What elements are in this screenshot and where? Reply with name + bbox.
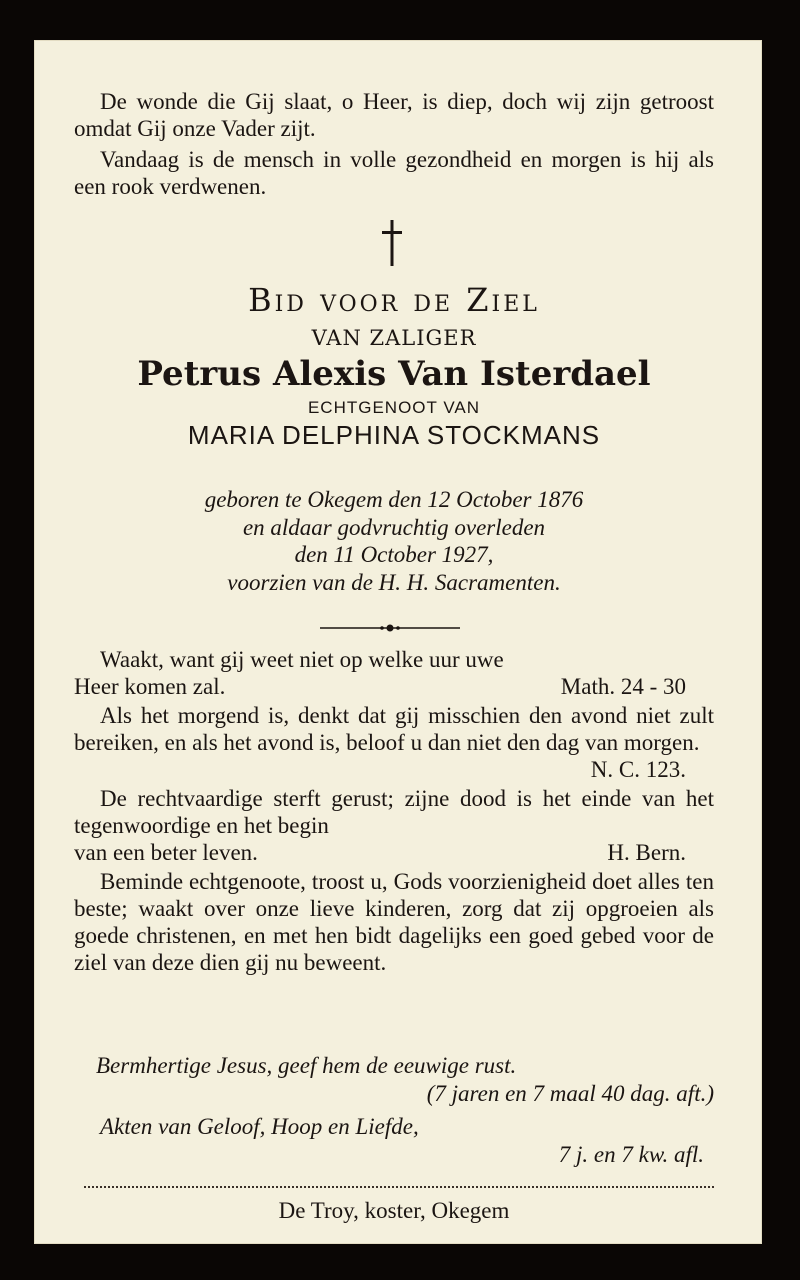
quote-3: De rechtvaardige sterft gerust; zijne dood is het einde van het tegenwoordige en het begin: [74, 786, 714, 838]
ornamental-divider: [320, 624, 460, 632]
deceased-name: Petrus Alexis Van Isterdael: [137, 354, 651, 394]
spouse-name: MARIA DELPHINA STOCKMANS: [187, 420, 601, 450]
bio-death-date: den 11 October 1927,: [294, 542, 494, 567]
footer-divider: [84, 1186, 714, 1188]
quote-1: Waakt, want gij weet niet op welke uur uwe: [100, 647, 504, 672]
indulgence-1: Bermhertige Jesus, geef hem de eeuwige rust.: [96, 1053, 517, 1078]
quote-1-end: Heer komen zal.: [74, 674, 226, 699]
verse-paragraph-1: De wonde die Gij slaat, o Heer, is diep, doch wij zijn getroost omdat Gij onze Vader zijt.: [74, 89, 714, 141]
spouse-label: ECHTGENOOT VAN: [307, 398, 481, 417]
quote-2: Als het morgend is, denkt dat gij misschien den avond niet zult bereiken, en als het avond is, beloof u dan niet den dag van morgen.: [74, 703, 714, 755]
bio-death: en aldaar godvruchtig overleden: [242, 514, 546, 540]
quote-2-reference: N. C. 123.: [590, 757, 686, 782]
prayer-heading: Bid voor de Ziel: [248, 281, 540, 319]
indulgence-2-note: 7 j. en 7 kw. afl.: [558, 1141, 704, 1167]
footer: [74, 1198, 714, 1224]
quote-4: Beminde echtgenoote, troost u, Gods voorzienigheid doet alles ten beste; waakt over onze lieve kinderen, zorg dat zij opgroeien als goede christenen, en met hen bidt dagelijks een goed gebed voor de ziel van deze dien gij nu beweent.: [74, 869, 714, 975]
verse-paragraph-2: Vandaag is de mensch in volle gezondheid en morgen is hij als een rook verdwenen.: [74, 147, 714, 199]
scripture-quotes: [74, 646, 714, 976]
bio-birth: geboren te Okegem den 12 October 1876: [204, 487, 584, 512]
indulgence-1-note: (7 jaren en 7 maal 40 dag. aft.): [426, 1080, 714, 1106]
indulgence-prayers: [74, 1052, 714, 1168]
cross-icon: [382, 220, 402, 266]
quote-3-end: van een beter leven.: [74, 840, 258, 865]
biography: [74, 486, 714, 596]
bio-sacraments: voorzien van de H. H. Sacramenten.: [227, 569, 561, 595]
printer-credit: De Troy, koster, Okegem: [278, 1198, 510, 1223]
quote-1-reference: Math. 24 - 30: [560, 674, 686, 699]
quote-3-reference: H. Bern.: [607, 840, 686, 865]
opening-verse: [74, 88, 714, 200]
memorial-card: [34, 40, 762, 1244]
indulgence-2: Akten van Geloof, Hoop en Liefde,: [100, 1114, 419, 1139]
van-zaliger-label: VAN ZALIGER: [311, 326, 477, 350]
prayer-heading-block: [74, 276, 714, 451]
